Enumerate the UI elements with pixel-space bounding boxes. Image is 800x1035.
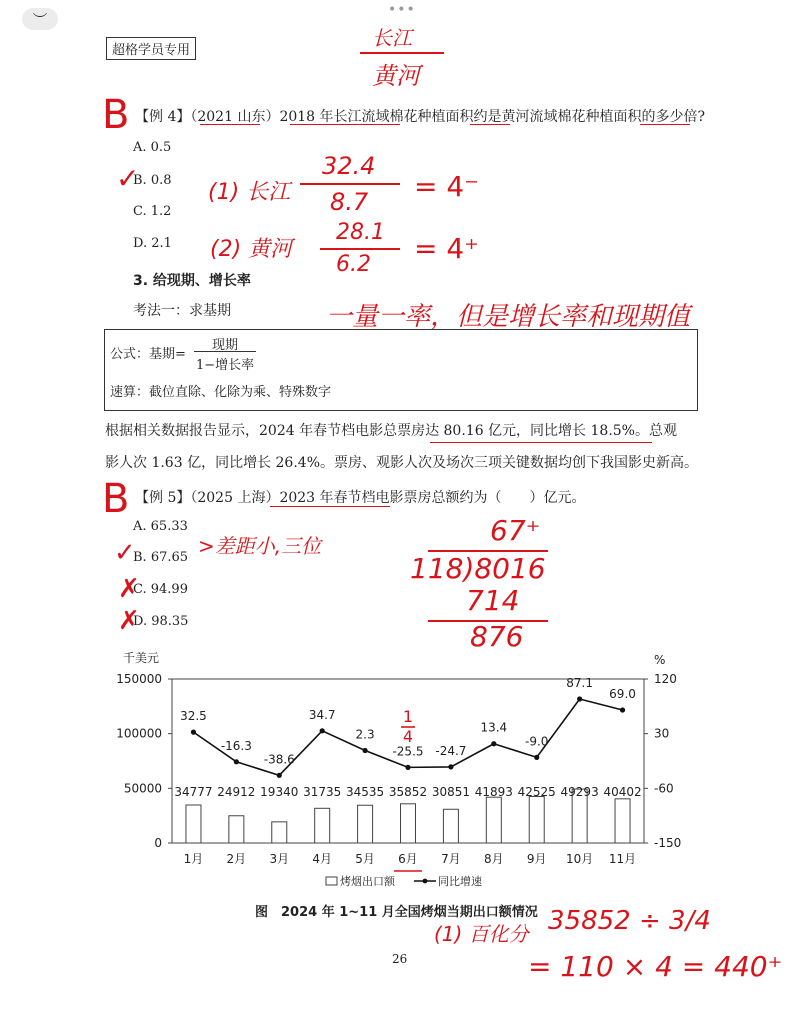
hand-line1-result: = 4⁻ [414,170,479,203]
hand-answer-4: B [102,92,130,138]
growth-rate-point [320,728,325,733]
growth-rate-point [234,759,239,764]
hand-line1-label: (1) 长江 [208,180,291,205]
underline [290,124,400,125]
example4-text: 2018 年长江流域棉花种植面积约是黄河流域棉花种植面积的多少倍? [279,109,706,125]
example5-option-d: D. 98.35 [133,614,189,629]
x-tick-label: 9月 [526,852,547,866]
growth-rate-label: 32.5 [180,709,207,724]
hand-top-numerator: 长江 [372,26,412,50]
x-tick-label: 2月 [226,852,247,866]
y-left-tick-label: 50000 [123,781,162,796]
hand-line1-num: 32.4 [322,152,376,180]
hand-fraction-line [360,52,444,54]
example5-text: 2023 年春节档电影票房总额约为（ ）亿元。 [279,490,586,506]
bar-value-label: 30851 [431,785,471,799]
example5-option-b: B. 67.65 [133,550,189,565]
section-method: 考法一：求基期 [133,303,231,319]
growth-rate-point [405,765,410,770]
hand-line2-num: 28.1 [336,220,385,245]
growth-rate-label: 13.4 [480,720,508,735]
growth-rate-point [362,748,367,753]
y-axis-right-label: % [654,653,666,667]
formula-denominator: 1−增长率 [196,358,255,373]
y-right-tick-label: 120 [654,672,677,686]
bar [315,808,330,843]
bar [358,805,373,843]
hand-line2-result: = 4⁺ [414,232,479,265]
bar-value-label: 35852 [388,785,428,799]
growth-rate-point [534,755,539,760]
example4-option-c: C. 1.2 [133,204,172,219]
bar [443,809,458,843]
example4-option-d: D. 2.1 [133,236,172,251]
bar-value-label: 40402 [603,785,642,799]
growth-rate-label: -9.0 [525,734,549,749]
example5-source: （2025 上海） [190,490,280,506]
x-tick-label: 11月 [608,852,637,866]
y-axis-left-label: 千美元 [123,651,160,665]
underline [200,124,260,125]
growth-rate-label: -24.7 [435,743,467,758]
bar [401,804,416,843]
x-tick-label: 1月 [183,852,204,866]
hand-answer-5: B [102,476,130,522]
chevron-down-icon: ︶ [32,10,48,29]
x-tick-label: 3月 [269,852,290,866]
legend-bar-label: 烤烟出口额 [340,875,395,888]
underline [430,442,652,443]
hand-top-denominator: 黄河 [372,62,420,90]
growth-rate-point [191,730,196,735]
x-tick-label: 10月 [565,852,594,866]
growth-rate-point [491,741,496,746]
hand-div-rem: 876 [470,620,524,653]
more-options-icon[interactable]: ••• [388,2,416,18]
growth-rate-point [620,707,625,712]
student-only-badge: 超格学员专用 [106,37,196,60]
hand-div-expr: 118)8016 [410,552,546,585]
hand-calc-1: 35852 ÷ 3/4 [548,906,711,936]
example4-option-b: B. 0.8 [133,173,172,188]
hand-fraction-line [320,248,400,250]
growth-rate-point [277,773,282,778]
underline [270,506,390,507]
collapse-toggle-button[interactable] [22,8,58,30]
underline [640,124,690,125]
formula-speed: 速算：截位直除、化除为乘、特殊数字 [110,385,332,400]
chart-caption: 图 2024 年 1~11 月全国烤烟当期出口额情况 [255,905,538,920]
hand-div-sub: 714 [466,584,520,617]
bar-value-label: 24912 [217,785,256,799]
hand-line2-den: 6.2 [336,252,371,277]
bar-value-label: 19340 [260,785,299,799]
check-mark-icon: ✓ [116,162,140,195]
bar-value-label: 49293 [560,785,599,799]
example4-tag: 【例 4】 [135,109,191,125]
formula-label: 公式：基期= [110,347,186,362]
hand-note-rate: 一量一率，但是增长率和现期值 [326,302,691,332]
y-right-tick-label: -150 [654,836,682,850]
bar [529,797,544,843]
hand-chart-note-num: 1 [402,707,414,726]
cross-mark-icon: ✗ [118,606,140,636]
bar [615,799,630,843]
bar-value-label: 34777 [174,785,213,799]
underline [470,124,510,125]
example5-question [135,487,586,507]
growth-rate-point [577,696,582,701]
x-tick-label: 6月 [398,852,418,866]
bar [486,797,501,843]
hand-div-quotient: 67⁺ [490,514,541,547]
hand-note-gap: >差距小,三位 [198,534,322,558]
legend-line-point [423,879,428,884]
growth-rate-point [448,764,453,769]
y-right-tick-label: 30 [654,726,670,741]
x-tick-label: 7月 [441,852,461,866]
growth-rate-label: 69.0 [609,686,636,701]
check-mark-icon: ✓ [114,538,136,568]
bar-value-label: 31735 [303,785,342,799]
growth-rate-label: 2.3 [355,727,375,742]
example5-tag: 【例 5】 [135,490,191,506]
growth-rate-label: 34.7 [308,707,336,722]
y-left-tick-label: 150000 [116,672,162,686]
hand-note-gap-text: 差距小,三位 [214,534,322,558]
x-tick-label: 8月 [483,852,504,866]
y-left-tick-label: 0 [154,836,162,850]
growth-rate-label: -25.5 [392,744,424,759]
bar-value-label: 41893 [474,785,513,799]
bar [229,816,244,843]
bar [272,822,287,843]
x-tick-label: 5月 [355,852,375,866]
growth-rate-label: 87.1 [566,675,593,690]
bar [186,805,201,843]
bar-value-label: 42525 [517,785,556,799]
formula-numerator: 现期 [212,338,239,353]
x-tick-label: 4月 [312,852,333,866]
bar-value-label: 34535 [345,785,385,799]
hand-line2-label: (2) 黄河 [210,237,293,262]
growth-rate-label: -38.6 [263,752,295,767]
example5-option-a: A. 65.33 [133,519,188,534]
paragraph-line-2: 影人次 1.63 亿，同比增长 26.4%。票房、观影人次及场次三项关键数据均创下我国影史新高。 [105,455,698,471]
hand-fraction-line [300,183,400,185]
paragraph-line-1: 根据相关数据报告显示，2024 年春节档电影总票房达 80.16 亿元，同比增长 18.5%。总观 [105,423,677,439]
example4-question [135,106,705,126]
hand-line1-den: 8.7 [330,188,369,216]
example5-option-c: C. 94.99 [133,582,188,597]
formula-fraction-line [194,351,256,352]
section-title: 3. 给现期、增长率 [133,273,251,289]
export-chart [0,640,800,940]
example4-option-a: A. 0.5 [133,140,172,155]
legend-line-label: 同比增速 [438,875,482,888]
y-right-tick-label: -60 [654,781,674,796]
hand-chart-note-den: 4 [402,727,414,746]
growth-rate-label: -16.3 [220,738,252,753]
page-number: 26 [392,952,408,966]
hand-calc-2: = 110 × 4 = 440⁺ [528,950,783,983]
legend-bar-swatch [326,877,337,885]
y-left-tick-label: 100000 [116,726,162,741]
cross-mark-icon: ✗ [118,574,140,604]
hand-percent-note: (1) 百化分 [434,922,529,946]
example4-source: （2021 山东） [190,109,280,125]
